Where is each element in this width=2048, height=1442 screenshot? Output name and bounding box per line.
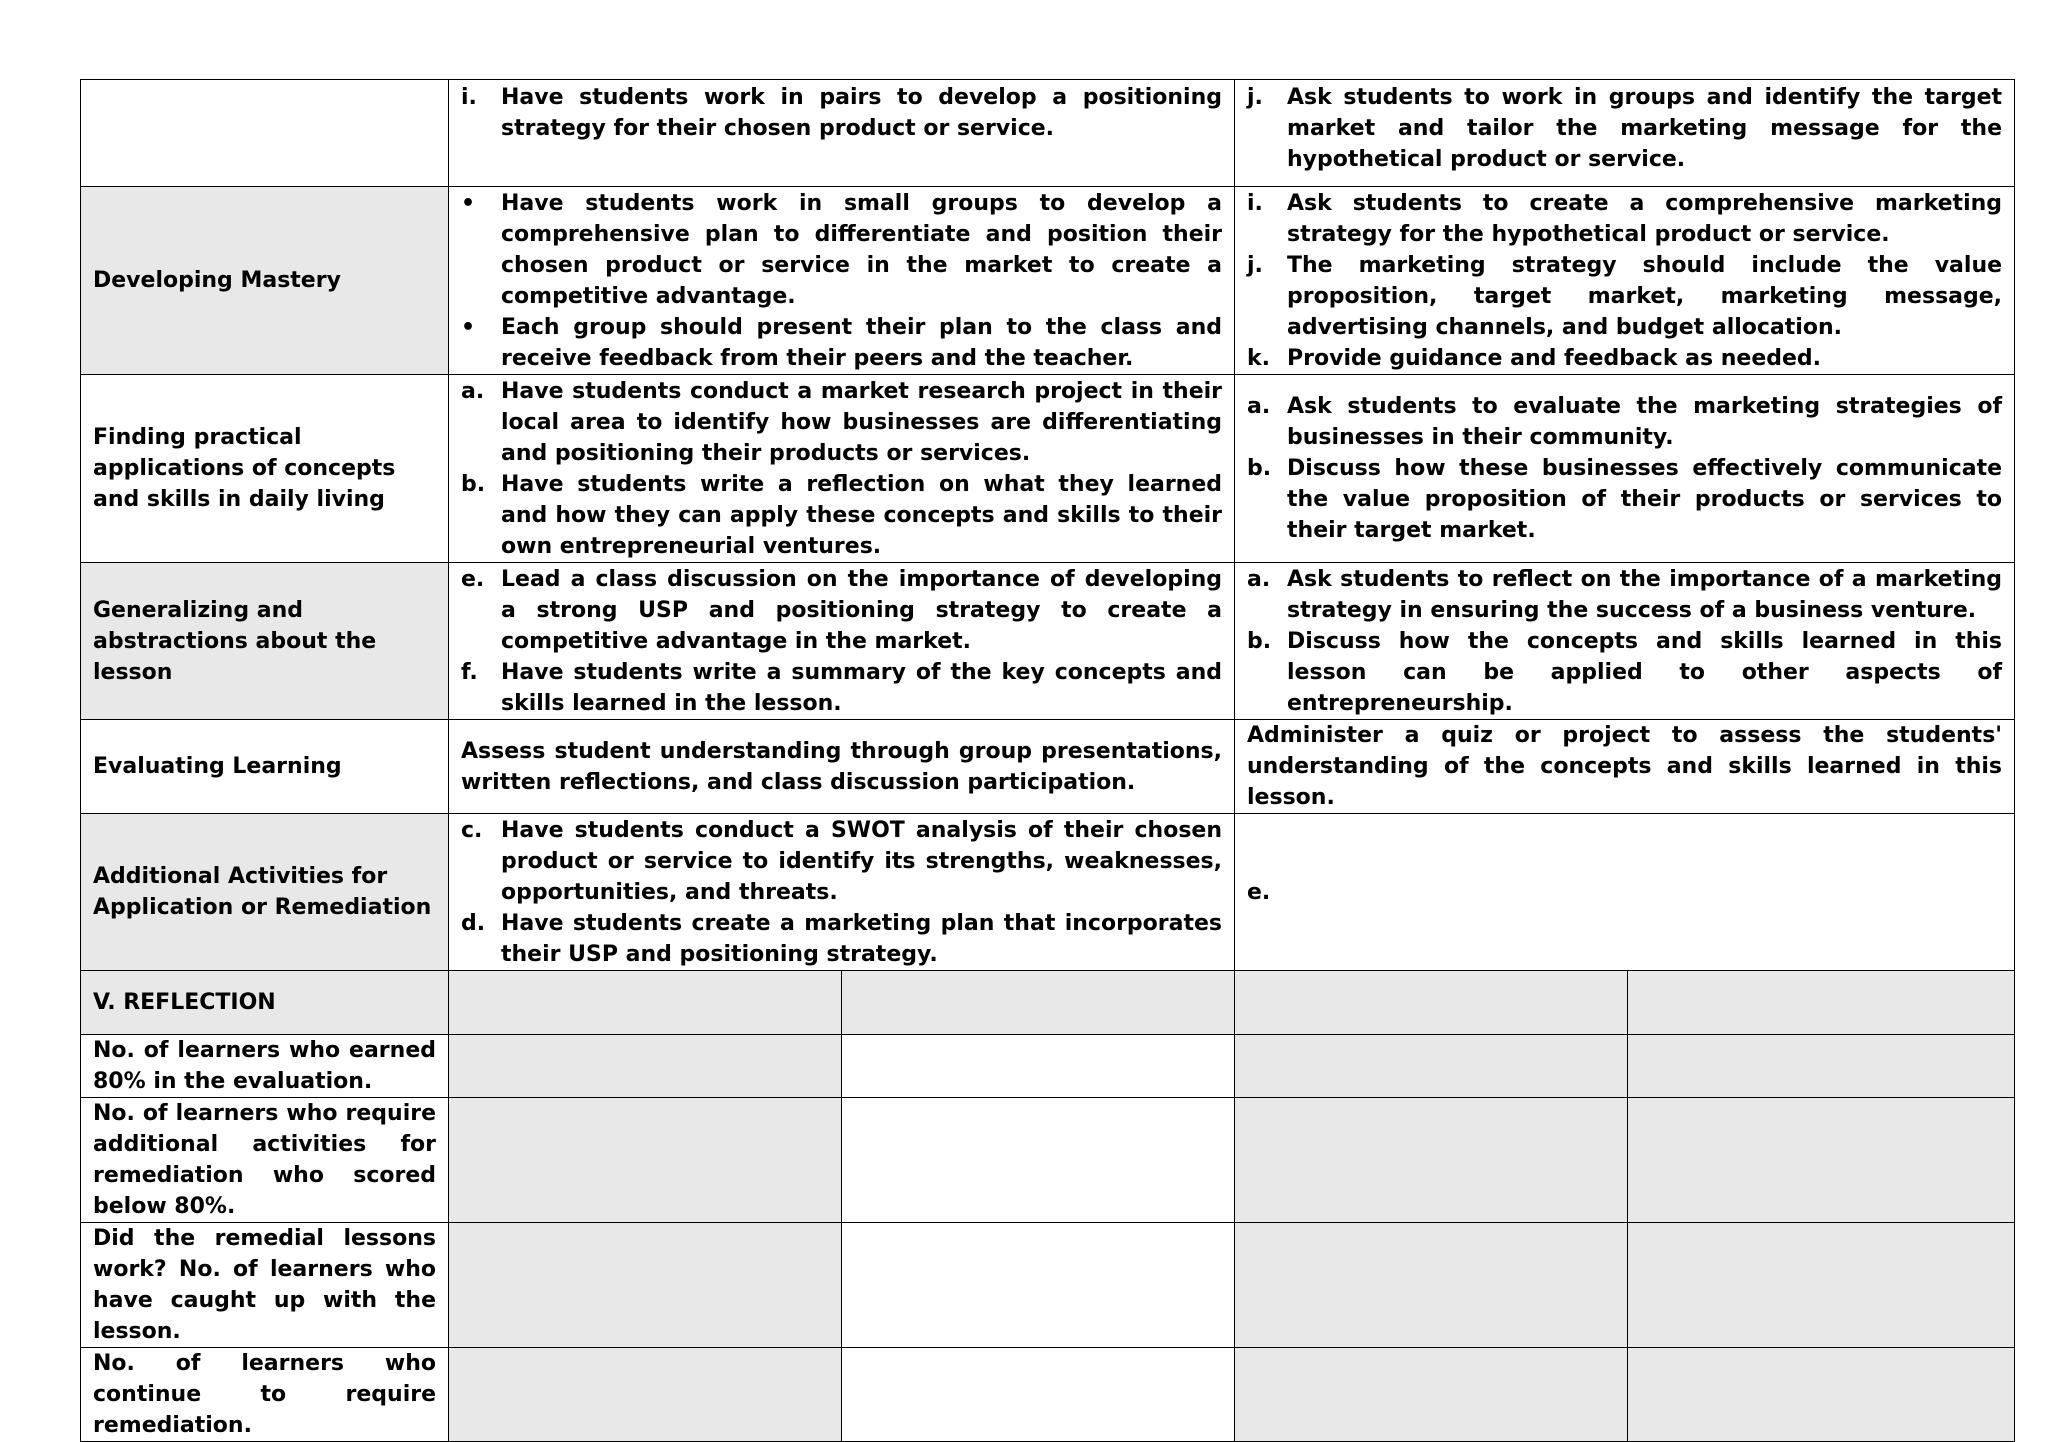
left-activity-cell: Assess student understanding through group presentations, written reflections, and class discussion participation. [449, 720, 1235, 814]
list-item: j. The marketing strategy should include the value proposition, target market, marketing message, advertising channels, and budget allocation. [1247, 252, 2003, 340]
table-row [81, 375, 2015, 563]
reflection-cell [842, 1348, 1235, 1442]
table-row [81, 1223, 2015, 1348]
list-item: k. Provide guidance and feedback as needed. [1247, 345, 1822, 371]
left-activity-cell [449, 563, 1235, 720]
reflection-cell [842, 1035, 1235, 1098]
reflection-cell [1235, 971, 1628, 1035]
reflection-item: No. of learners who earned 80% in the evaluation. [81, 1035, 449, 1098]
table-row [81, 1348, 2015, 1442]
list-item: j. Ask students to work in groups and identify the target market and tailor the marketing message for the hypothetical product or service. [1247, 85, 2003, 172]
reflection-cell [449, 971, 842, 1035]
right-activity-cell [1235, 375, 2015, 563]
reflection-cell [449, 1035, 842, 1098]
list-item: c. Have students conduct a SWOT analysis of their chosen product or service to identify its strengths, weaknesses, opportunities, and threats. [461, 817, 1223, 905]
table-row [81, 1098, 2015, 1223]
reflection-cell [449, 1348, 842, 1442]
table-row [81, 563, 2015, 720]
right-activity-cell [1235, 563, 2015, 720]
list-item: i. Have students work in pairs to develop a positioning strategy for their chosen product or service. [461, 85, 1223, 141]
list-item: b. Discuss how these businesses effectively communicate the value proposition of their products or services to their target market. [1247, 456, 2003, 543]
left-activity-cell [449, 814, 1235, 971]
table-row [81, 971, 2015, 1035]
list-item: b. Discuss how the concepts and skills learned in this lesson can be applied to other aspects of entrepreneurship. [1247, 628, 2003, 716]
reflection-cell [1628, 1223, 2015, 1348]
row-label: Evaluating Learning [81, 720, 449, 814]
left-activity-cell [449, 187, 1235, 375]
row-label: Generalizing and abstractions about the lesson [81, 563, 449, 720]
reflection-cell [1235, 1223, 1628, 1348]
reflection-cell [1628, 1035, 2015, 1098]
reflection-cell [449, 1223, 842, 1348]
list-item: d. Have students create a marketing plan that incorporates their USP and positioning strategy. [461, 910, 1223, 967]
reflection-cell [1628, 1348, 2015, 1442]
list-item: • Have students work in small groups to develop a comprehensive plan to differentiate and position their chosen product or service in the market to create a competitive advantage. [461, 190, 1223, 309]
list-item: e. Lead a class discussion on the importance of developing a strong USP and positioning strategy to create a competitive advantage in the market. [461, 566, 1223, 654]
reflection-cell [449, 1098, 842, 1223]
list-item: i. Ask students to create a comprehensive marketing strategy for the hypothetical product or service. [1247, 190, 2003, 247]
table-row [81, 720, 2015, 814]
left-activity-cell [449, 375, 1235, 563]
reflection-cell [1235, 1098, 1628, 1223]
table-row [81, 80, 2015, 187]
lesson-plan-table [80, 79, 2015, 1442]
reflection-cell [1235, 1348, 1628, 1442]
row-label [81, 80, 449, 187]
list-item: f. Have students write a summary of the key concepts and skills learned in the lesson. [461, 659, 1223, 716]
reflection-cell [842, 1098, 1235, 1223]
reflection-item: No. of learners who continue to require remediation. [81, 1348, 449, 1442]
list-item: b. Have students write a reflection on what they learned and how they can apply these concepts and skills to their own entrepreneurial ventures. [461, 471, 1223, 559]
list-item: • Each group should present their plan to the class and receive feedback from their peers and the teacher. [461, 314, 1223, 371]
table-row [81, 1035, 2015, 1098]
reflection-cell [1628, 971, 2015, 1035]
reflection-cell [1235, 1035, 1628, 1098]
list-item: a. Ask students to evaluate the marketing strategies of businesses in their community. [1247, 394, 2003, 450]
reflection-cell [1628, 1098, 2015, 1223]
reflection-item: Did the remedial lessons work? No. of learners who have caught up with the lesson. [81, 1223, 449, 1348]
table-row [81, 814, 2015, 971]
right-activity-cell [1235, 187, 2015, 375]
list-item: a. Ask students to reflect on the importance of a marketing strategy in ensuring the success of a business venture. [1247, 566, 2003, 623]
right-activity-cell: e. [1235, 814, 2015, 971]
list-item: a. Have students conduct a market research project in their local area to identify how businesses are differentiating and positioning their products or services. [461, 378, 1223, 466]
right-activity-cell: Administer a quiz or project to assess the students' understanding of the concepts and skills learned in this lesson. [1235, 720, 2015, 814]
table-row [81, 187, 2015, 375]
reflection-cell [842, 971, 1235, 1035]
left-activity-cell [449, 80, 1235, 187]
reflection-item: No. of learners who require additional activities for remediation who scored below 80%. [81, 1098, 449, 1223]
row-label: Additional Activities for Application or Remediation [81, 814, 449, 971]
reflection-cell [842, 1223, 1235, 1348]
row-label: Developing Mastery [81, 187, 449, 375]
reflection-heading: V. REFLECTION [81, 971, 449, 1035]
row-label: Finding practical applications of concepts and skills in daily living [81, 375, 449, 563]
right-activity-cell [1235, 80, 2015, 187]
